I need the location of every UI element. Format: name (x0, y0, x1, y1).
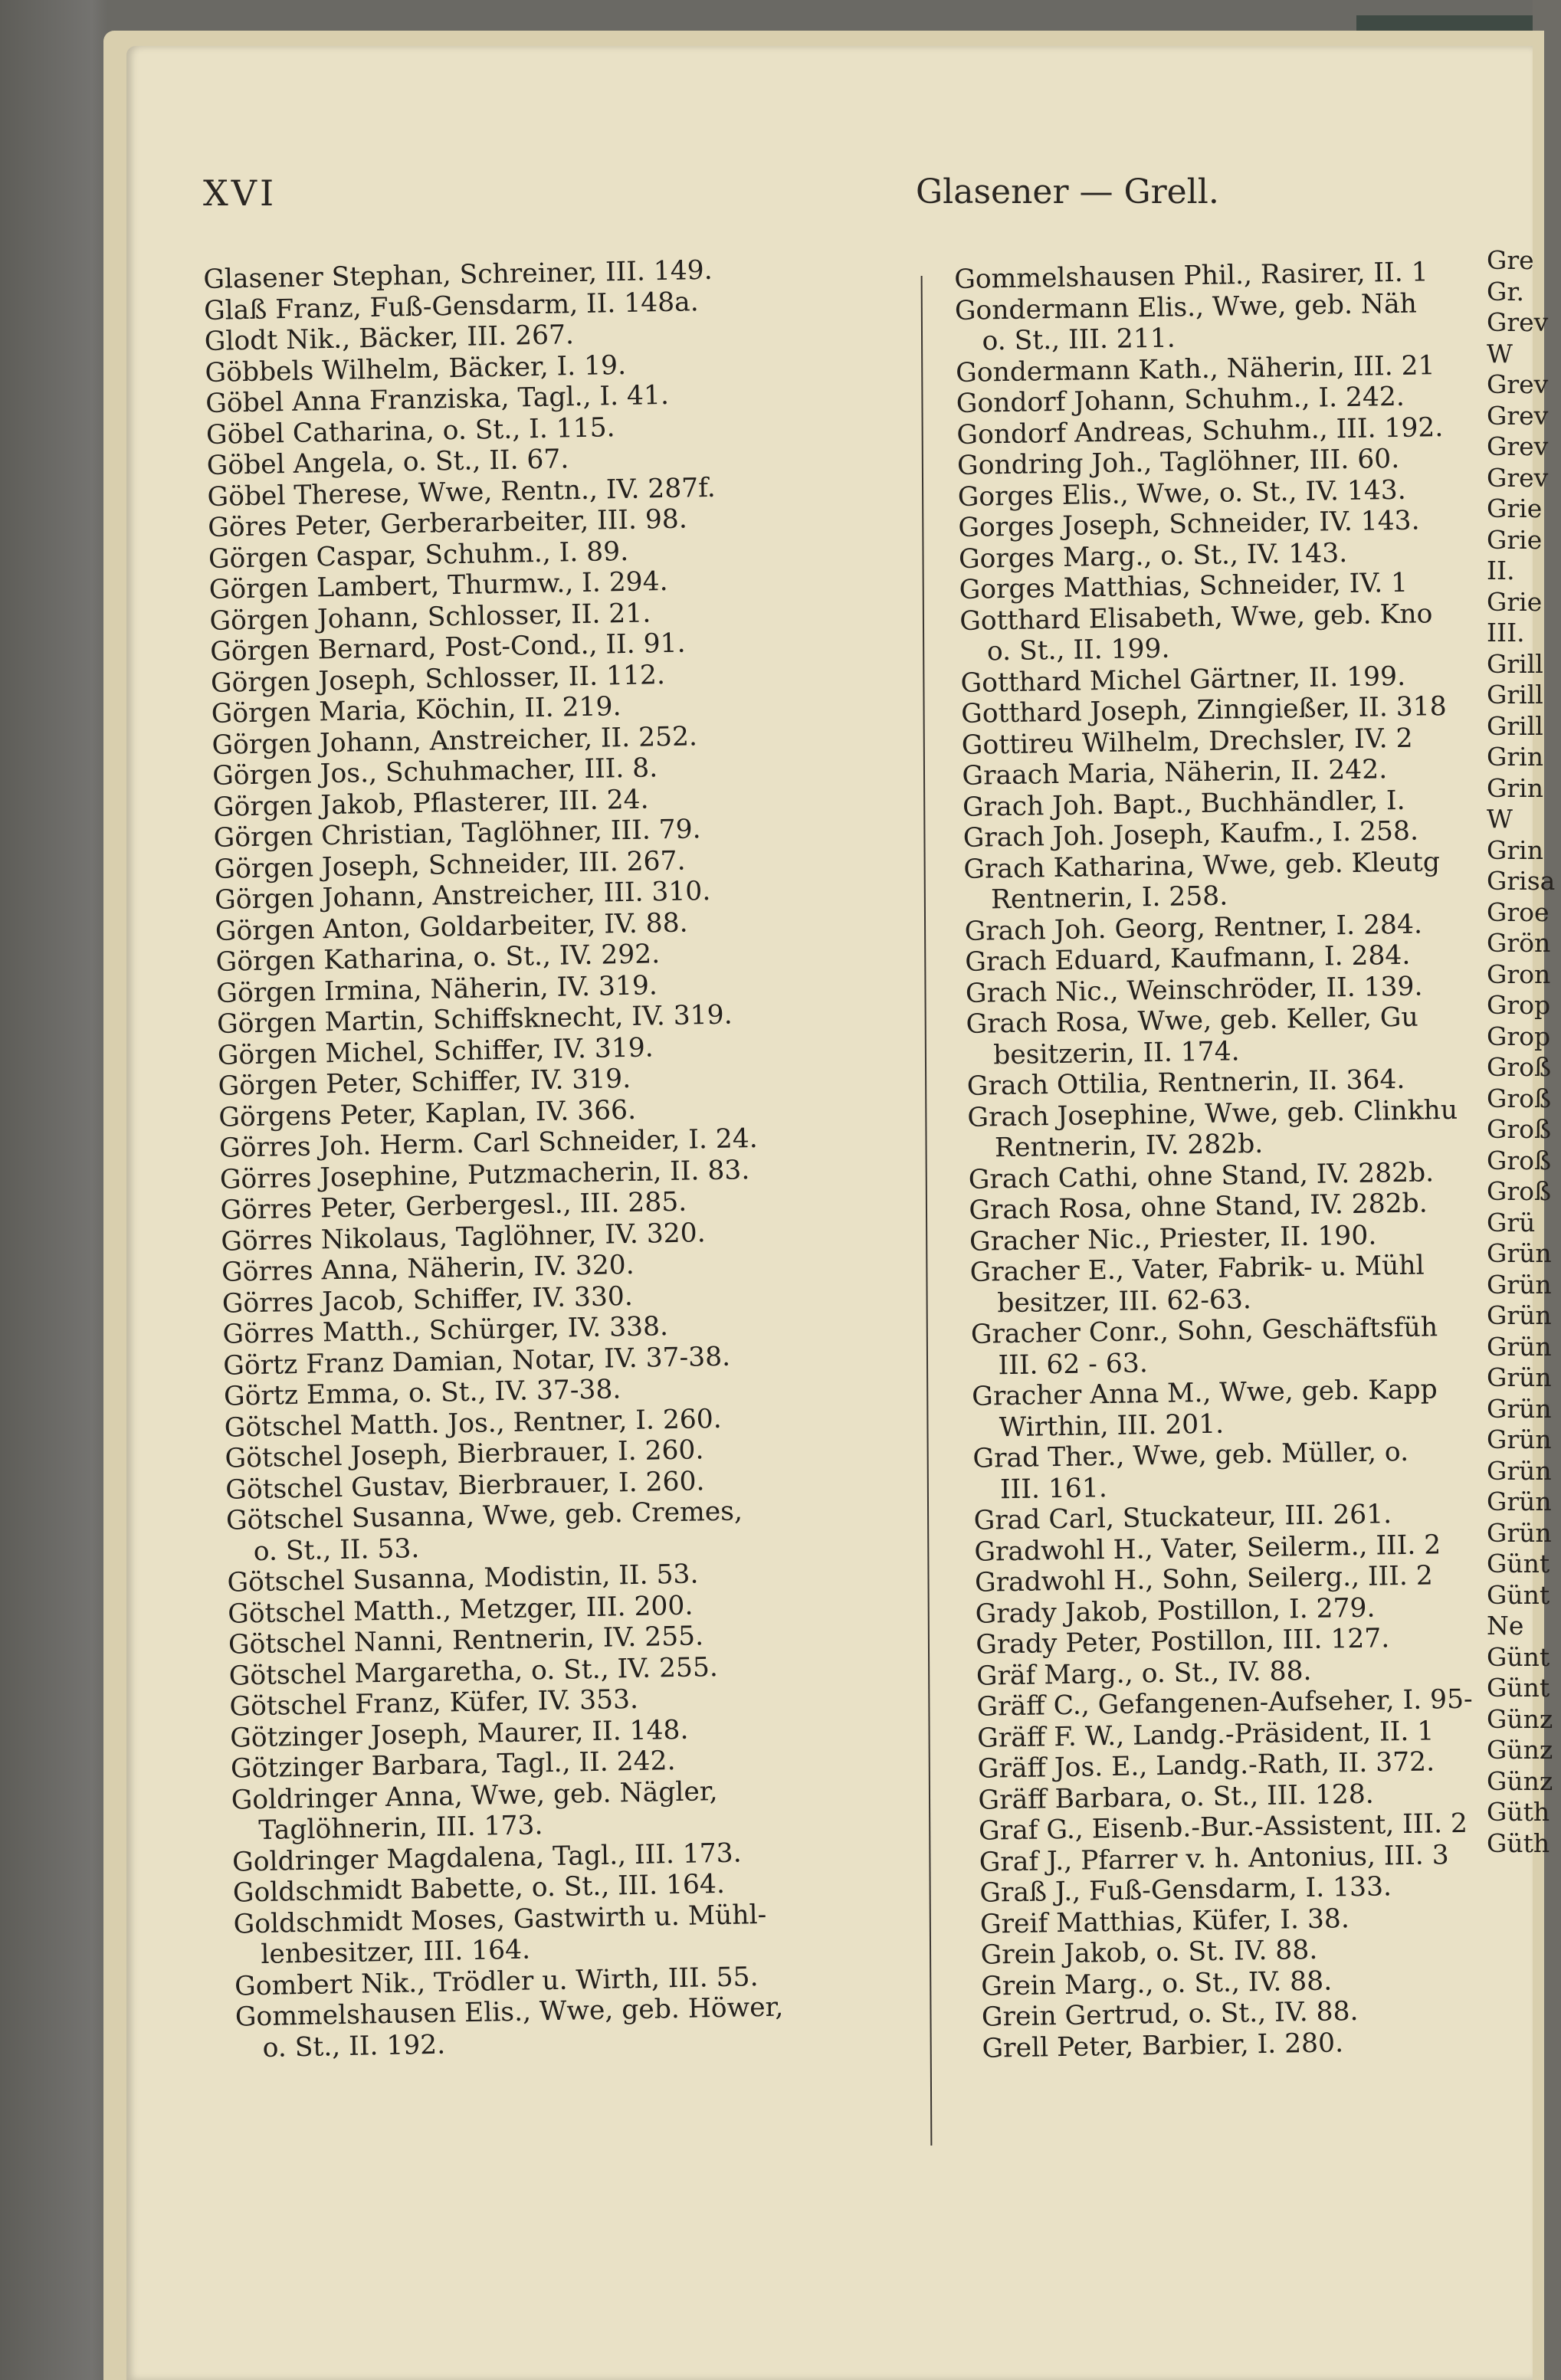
directory-entry: o. St., II. 192. (262, 2029, 446, 2064)
directory-entry: Glodt Nik., Bäcker, III. 267. (204, 320, 575, 357)
directory-entry: Gondermann Elis., Wwe, geb. Näh (954, 288, 1418, 326)
edge-fragment: Günt (1487, 1579, 1550, 1610)
directory-entry: Grach Cathi, ohne Stand, IV. 282b. (968, 1156, 1435, 1195)
directory-entry: Görgen Bernard, Post-Cond., II. 91. (209, 628, 686, 667)
directory-entry: Gommelshausen Phil., Rasirer, II. 1 (954, 257, 1428, 295)
directory-entry: Götschel Gustav, Bierbrauer, I. 260. (225, 1465, 705, 1506)
edge-fragment: Güth (1487, 1828, 1550, 1858)
directory-entry: Gotthard Elisabeth, Wwe, geb. Kno (959, 598, 1433, 637)
edge-fragment: W (1487, 338, 1513, 369)
directory-entry: Görgen Lambert, Thurmw., I. 294. (208, 565, 668, 605)
directory-entry: Rentnerin, I. 258. (990, 880, 1228, 916)
edge-fragment: Grill (1487, 648, 1543, 679)
edge-fragment: Grin (1487, 742, 1543, 772)
directory-entry: Gracher Nic., Priester, II. 190. (969, 1220, 1377, 1257)
directory-entry: Gorges Joseph, Schneider, IV. 143. (958, 505, 1420, 543)
directory-entry: o. St., II. 199. (986, 633, 1170, 667)
directory-entry: besitzer, III. 62-63. (996, 1283, 1252, 1319)
directory-entry: Gräff C., Gefangenen-Aufseher, I. 95- (976, 1683, 1473, 1723)
edge-fragment: Grün (1487, 1269, 1552, 1300)
directory-entry: besitzerin, II. 174. (992, 1035, 1240, 1070)
directory-entry: Görres Josephine, Putzmacherin, II. 83. (219, 1154, 750, 1195)
right-column (954, 255, 1561, 2064)
directory-entry: Grach Joh. Joseph, Kaufm., I. 258. (963, 815, 1419, 854)
directory-entry: Grein Jakob, o. St. IV. 88. (980, 1934, 1318, 1971)
directory-entry: Göbel Angela, o. St., II. 67. (206, 444, 569, 481)
directory-entry: Gondorf Andreas, Schuhm., III. 192. (956, 411, 1444, 451)
directory-entry: Görgen Maria, Köchin, II. 219. (211, 691, 621, 729)
directory-entry: Goldschmidt Babette, o. St., III. 164. (232, 1868, 726, 1909)
directory-entry: Gräff Barbara, o. St., III. 128. (978, 1778, 1375, 1816)
edge-fragment: Grev (1487, 307, 1549, 337)
edge-fragment: Groß (1487, 1052, 1552, 1082)
directory-entry: Görgen Jakob, Pflasterer, III. 24. (212, 783, 649, 823)
directory-entry: Göbel Catharina, o. St., I. 115. (205, 411, 615, 451)
edge-fragment: Grün (1487, 1424, 1552, 1454)
directory-entry: Grach Katharina, Wwe, geb. Kleutg (963, 846, 1441, 885)
directory-entry: Grell Peter, Barbier, I. 280. (982, 2027, 1344, 2064)
edge-fragment: Grie (1487, 524, 1543, 555)
directory-entry: Grach Rosa, Wwe, geb. Keller, Gu (966, 1002, 1418, 1040)
directory-entry: Gräff Jos. E., Landg.-Rath, II. 372. (977, 1746, 1435, 1785)
directory-entry: Götschel Matth. Jos., Rentner, I. 260. (224, 1403, 723, 1444)
directory-entry: Grach Josephine, Wwe, geb. Clinkhu (967, 1094, 1458, 1133)
directory-entry: Görres Anna, Näherin, IV. 320. (221, 1249, 635, 1288)
directory-entry: Görgen Johann, Anstreicher, III. 310. (214, 876, 711, 916)
edge-fragment: III. (1487, 618, 1525, 647)
directory-entry: Göbel Therese, Wwe, Rentn., IV. 287f. (207, 472, 717, 513)
directory-entry: Görgen Christian, Taglöhner, III. 79. (213, 814, 701, 854)
edge-fragment: Grün (1487, 1238, 1552, 1268)
directory-entry: Görtz Emma, o. St., IV. 37-38. (223, 1374, 621, 1412)
directory-entry: Görres Peter, Gerbergesl., III. 285. (220, 1186, 687, 1226)
directory-entry: Graf J., Pfarrer v. h. Antonius, III. 3 (979, 1839, 1449, 1878)
directory-entry: Greif Matthias, Küfer, I. 38. (979, 1903, 1350, 1940)
edge-fragment: Grev (1487, 431, 1549, 461)
directory-entry: III. 62 - 63. (998, 1347, 1149, 1381)
directory-entry: o. St., III. 211. (982, 323, 1176, 357)
directory-entry: Gradwohl H., Sohn, Seilerg., III. 2 (974, 1560, 1434, 1598)
directory-entry: Gradwohl H., Vater, Seilerm., III. 2 (974, 1529, 1441, 1568)
edge-fragment: Grün (1487, 1331, 1552, 1362)
edge-fragment: Groß (1487, 1176, 1552, 1206)
directory-entry: Graß J., Fuß-Gensdarm, I. 133. (979, 1871, 1392, 1909)
directory-entry: Gottireu Wilhelm, Drechsler, IV. 2 (961, 723, 1413, 761)
edge-fragment: Grün (1487, 1487, 1552, 1516)
directory-entry: Göbel Anna Franziska, Tagl., I. 41. (205, 379, 670, 419)
edge-fragment: W (1487, 804, 1513, 834)
directory-entry: Gräff F. W., Landg.-Präsident, II. 1 (976, 1715, 1435, 1754)
directory-entry: Gondring Joh., Taglöhner, III. 60. (956, 443, 1400, 481)
edge-fragment: Groe (1487, 897, 1550, 927)
edge-fragment: Grill (1487, 710, 1543, 741)
directory-entry: Gondorf Johann, Schuhm., I. 242. (956, 381, 1405, 419)
directory-entry: Görgen Joseph, Schlosser, II. 112. (210, 659, 666, 699)
directory-entry: Gorges Matthias, Schneider, IV. 1 (959, 567, 1409, 605)
directory-entry: Görgen Jos., Schuhmacher, III. 8. (212, 752, 658, 792)
running-head (203, 172, 1506, 226)
edge-fragment: Ne (1487, 1611, 1524, 1641)
directory-entry: Goldringer Anna, Wwe, geb. Nägler, (231, 1775, 718, 1816)
directory-entry: III. 161. (999, 1472, 1108, 1505)
edge-fragment: Grin (1487, 772, 1543, 803)
directory-entry: Gracher Conr., Sohn, Geschäftsfüh (970, 1312, 1438, 1350)
directory-entry: Grein Gertrud, o. St., IV. 88. (981, 1995, 1359, 2033)
edge-fragment: Güth (1487, 1797, 1550, 1827)
directory-entry: Götschel Susanna, Modistin, II. 53. (227, 1559, 699, 1598)
directory-entry: Glasener Stephan, Schreiner, III. 149. (203, 254, 713, 295)
directory-entry: Götschel Susanna, Wwe, geb. Cremes, (225, 1496, 743, 1536)
edge-fragment: Grün (1487, 1517, 1552, 1548)
directory-entry: Gondermann Kath., Näherin, III. 21 (955, 349, 1435, 388)
edge-fragment: Groß (1487, 1114, 1552, 1144)
directory-entry: Grad Carl, Stuckateur, III. 261. (973, 1499, 1392, 1536)
directory-entry: Göres Peter, Gerberarbeiter, III. 98. (207, 503, 688, 543)
directory-entry: Graach Maria, Näherin, II. 242. (962, 754, 1388, 792)
edge-fragment: Grü (1487, 1207, 1536, 1238)
directory-entry: Grein Marg., o. St., IV. 88. (980, 1965, 1333, 2002)
edge-fragment: Günt (1487, 1641, 1550, 1672)
edge-fragment: Günz (1487, 1765, 1553, 1796)
directory-entry: Götschel Margaretha, o. St., IV. 255. (228, 1651, 719, 1692)
directory-entry: Götschel Matth., Metzger, III. 200. (227, 1590, 694, 1630)
directory-entry: Gommelshausen Elis., Wwe, geb. Höwer, (234, 1992, 784, 2033)
directory-entry: Götzinger Joseph, Maurer, II. 148. (229, 1714, 689, 1754)
directory-entry: Grad Ther., Wwe, geb. Müller, o. (972, 1436, 1409, 1474)
directory-entry: Gombert Nik., Trödler u. Wirth, III. 55. (234, 1961, 759, 2002)
directory-entry: Görres Matth., Schürger, IV. 338. (222, 1311, 669, 1350)
directory-entry: Gorges Marg., o. St., IV. 143. (958, 537, 1348, 575)
edge-fragment: Grün (1487, 1362, 1552, 1392)
directory-entry: Götschel Franz, Küfer, IV. 353. (229, 1683, 639, 1723)
directory-entry: Gotthard Joseph, Zinngießer, II. 318 (960, 690, 1447, 729)
edge-fragment: Grün (1487, 1393, 1552, 1424)
directory-entry: Görgen Anton, Goldarbeiter, IV. 88. (215, 907, 688, 947)
edge-fragment: Günt (1487, 1549, 1550, 1578)
directory-entry: Gräf Marg., o. St., IV. 88. (976, 1655, 1312, 1692)
directory-entry: Grach Ottilia, Rentnerin, II. 364. (966, 1064, 1405, 1102)
edge-fragment: Grün (1487, 1300, 1552, 1330)
directory-entry: Görgen Irmina, Näherin, IV. 319. (216, 969, 658, 1009)
directory-entry: Görres Nikolaus, Taglöhner, IV. 320. (221, 1217, 706, 1257)
directory-entry: Görgen Johann, Anstreicher, II. 252. (212, 720, 698, 761)
edge-fragment: Grön (1487, 928, 1551, 958)
directory-entry: Gotthard Michel Gärtner, II. 199. (960, 661, 1406, 699)
directory-entry: Görgen Martin, Schiffsknecht, IV. 319. (216, 999, 733, 1040)
directory-entry: Götschel Joseph, Bierbrauer, I. 260. (225, 1434, 704, 1474)
edge-fragment: Gr. (1487, 276, 1525, 307)
edge-fragment: Grin (1487, 834, 1543, 865)
directory-entry: Görres Jacob, Schiffer, IV. 330. (221, 1280, 634, 1319)
left-column (203, 251, 964, 2064)
directory-entry: Gorges Elis., Wwe, o. St., IV. 143. (957, 474, 1406, 513)
directory-entry: Taglöhnerin, III. 173. (258, 1810, 543, 1847)
edge-fragment: Grev (1487, 462, 1549, 493)
page-number: XVI (203, 172, 277, 214)
directory-entry: Görgen Katharina, o. St., IV. 292. (215, 939, 661, 978)
edge-fragment: Grün (1487, 1455, 1552, 1486)
directory-entry: Gracher Anna M., Wwe, geb. Kapp (971, 1374, 1438, 1412)
edge-fragment: Grop (1487, 990, 1551, 1020)
edge-fragment: Günz (1487, 1735, 1553, 1765)
directory-entry: Görres Joh. Herm. Carl Schneider, I. 24. (218, 1123, 759, 1164)
directory-entry: Grach Rosa, ohne Stand, IV. 282b. (969, 1188, 1428, 1226)
directory-entry: Görgen Joseph, Schneider, III. 267. (214, 845, 686, 885)
directory-entry: lenbesitzer, III. 164. (261, 1934, 531, 1970)
directory-entry: Grach Eduard, Kaufmann, I. 284. (964, 939, 1411, 978)
directory-entry: Götzinger Barbara, Tagl., II. 242. (230, 1746, 676, 1785)
edge-fragment: Grie (1487, 586, 1543, 617)
directory-entry: Rentnerin, IV. 282b. (994, 1128, 1264, 1164)
edge-fragment: Grev (1487, 369, 1549, 399)
directory-entry: Graf G., Eisenb.-Bur.-Assistent, III. 2 (978, 1808, 1468, 1847)
edge-fragment: Günz (1487, 1703, 1553, 1734)
directory-entry: o. St., II. 53. (253, 1533, 420, 1567)
directory-entry: Görgens Peter, Kaplan, IV. 366. (218, 1094, 637, 1133)
edge-fragment: Grev (1487, 400, 1549, 431)
edge-fragment: II. (1487, 556, 1515, 585)
edge-fragment: Grie (1487, 493, 1543, 523)
directory-entry: Göbbels Wilhelm, Bäcker, I. 19. (205, 349, 627, 388)
directory-entry: Goldschmidt Moses, Gastwirth u. Mühl- (233, 1899, 767, 1940)
page-title: Glasener — Grell. (916, 172, 1219, 211)
edge-fragment: Grop (1487, 1021, 1551, 1051)
edge-fragment: Grisa (1487, 866, 1556, 896)
edge-fragment: Günt (1487, 1673, 1550, 1703)
edge-fragment: Gre (1487, 245, 1534, 275)
directory-entry: Görgen Peter, Schiffer, IV. 319. (218, 1063, 631, 1102)
edge-fragment: Groß (1487, 1145, 1552, 1175)
directory-entry: Wirthin, III. 201. (999, 1408, 1225, 1443)
directory-entry: Gracher E., Vater, Fabrik- u. Mühl (969, 1250, 1425, 1288)
directory-entry: Görtz Franz Damian, Notar, IV. 37-38. (222, 1341, 731, 1382)
edge-fragment: Gron (1487, 959, 1551, 989)
directory-entry: Grady Jakob, Postillon, I. 279. (975, 1592, 1376, 1630)
directory-entry: Grach Joh. Bapt., Buchhändler, I. (962, 785, 1405, 823)
directory-entry: Götschel Nanni, Rentnerin, IV. 255. (228, 1621, 704, 1660)
edge-fragment: Groß (1487, 1083, 1552, 1113)
directory-entry: Goldringer Magdalena, Tagl., III. 173. (231, 1837, 742, 1878)
directory-entry: Grach Nic., Weinschröder, II. 139. (965, 971, 1423, 1009)
directory-entry: Görgen Michel, Schiffer, IV. 319. (217, 1031, 654, 1071)
edge-fragment: Grill (1487, 680, 1543, 710)
directory-entry: Görgen Johann, Schlosser, II. 21. (209, 597, 651, 637)
directory-entry: Glaß Franz, Fuß-Gensdarm, II. 148a. (203, 286, 700, 326)
directory-entry: Grady Peter, Postillon, III. 127. (975, 1623, 1390, 1660)
next-page-edge (1487, 245, 1556, 2352)
directory-entry: Görgen Caspar, Schuhm., I. 89. (208, 536, 629, 575)
directory-entry: Grach Joh. Georg, Rentner, I. 284. (964, 909, 1423, 947)
